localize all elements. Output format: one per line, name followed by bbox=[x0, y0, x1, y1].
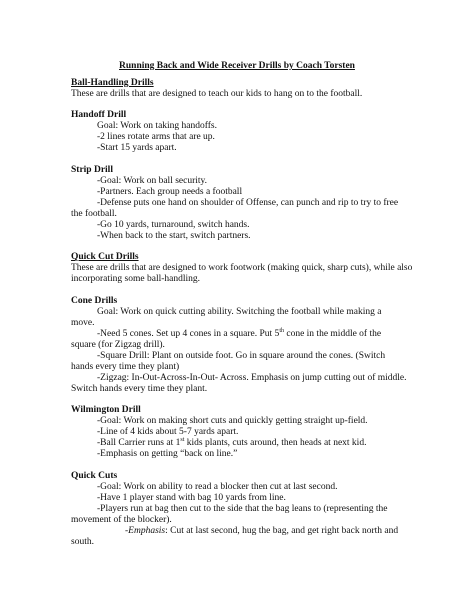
text-line: -Go 10 yards, turnaround, switch hands. bbox=[97, 220, 250, 230]
paragraph: These are drills that are designed to teach our kids to hang on to the football. bbox=[71, 89, 363, 99]
text-line: -Square Drill: Plant on outside foot. Go in square around the cones. (Switch bbox=[97, 351, 386, 361]
text-span: : Cut at last second, hug the bag, and get right back north and bbox=[165, 526, 399, 536]
text-line: -Players run at bag then cut to the side that the bag leans to (representing the bbox=[97, 504, 388, 514]
text-line bbox=[97, 438, 366, 449]
text-line: -Line of 4 kids about 5-7 yards apart. bbox=[97, 427, 239, 437]
text-line: -2 lines rotate arms that are up. bbox=[97, 132, 215, 142]
text-line: -When back to the start, switch partners. bbox=[97, 231, 251, 241]
text-line: movement of the blocker). bbox=[71, 515, 172, 525]
drill-heading-handoff: Handoff Drill bbox=[71, 110, 127, 120]
text-line: -Goal: Work on ball security. bbox=[97, 176, 208, 186]
text-line: -Emphasis on getting “back on line.” bbox=[97, 449, 238, 459]
text-line: -Have 1 player stand with bag 10 yards from line. bbox=[97, 493, 286, 503]
text-line: Switch hands every time they plant. bbox=[71, 384, 208, 394]
text-span: -Ball Carrier runs at 1 bbox=[97, 438, 181, 448]
drill-heading-cone: Cone Drills bbox=[71, 296, 118, 306]
emphasis-label: -Emphasis bbox=[125, 526, 166, 536]
drill-heading-quick-cuts: Quick Cuts bbox=[71, 471, 118, 481]
text-span: cone in the middle of the bbox=[283, 329, 382, 339]
text-line: the football. bbox=[71, 209, 117, 219]
text-span: kids plants, cuts around, then heads at next kid. bbox=[184, 438, 367, 448]
text-line: -Goal: Work on making short cuts and quickly getting straight up-field. bbox=[97, 416, 368, 426]
text-line: -Start 15 yards apart. bbox=[97, 143, 177, 153]
paragraph-line: These are drills that are designed to work footwork (making quick, sharp cuts), while also bbox=[71, 263, 413, 273]
text-line bbox=[97, 329, 381, 340]
section-heading-ball-handling: Ball-Handling Drills bbox=[71, 78, 154, 88]
text-line: move. bbox=[71, 318, 95, 328]
document-title: Running Back and Wide Receiver Drills by Coach Torsten bbox=[119, 61, 355, 71]
text-line: Goal: Work on quick cutting ability. Switching the football while making a bbox=[97, 307, 382, 317]
text-line: -Defense puts one hand on shoulder of Offense, can punch and rip to try to free bbox=[97, 198, 399, 208]
text-line: hands every time they plant) bbox=[71, 362, 180, 372]
text-span: -Need 5 cones. Set up 4 cones in a square. Put 5 bbox=[97, 329, 280, 339]
drill-heading-strip: Strip Drill bbox=[71, 165, 113, 175]
text-line: Goal: Work on taking handoffs. bbox=[97, 121, 217, 131]
text-line: -Partners. Each group needs a football bbox=[97, 187, 243, 197]
text-line: -Goal: Work on ability to read a blocker then cut at last second. bbox=[97, 482, 338, 492]
ordinal-suffix: st bbox=[180, 436, 185, 443]
drill-heading-wilmington: Wilmington Drill bbox=[71, 405, 141, 415]
text-line: square (for Zigzag drill). bbox=[71, 340, 165, 350]
text-line: -Zigzag: In-Out-Across-In-Out- Across. Emphasis on jump cutting out of middle. bbox=[97, 373, 407, 383]
section-heading-quick-cut: Quick Cut Drills bbox=[71, 252, 139, 262]
text-line bbox=[125, 526, 398, 537]
ordinal-suffix: th bbox=[279, 327, 284, 334]
text-line: south. bbox=[71, 537, 94, 547]
paragraph-line: incorporating some ball-handling. bbox=[71, 274, 201, 284]
